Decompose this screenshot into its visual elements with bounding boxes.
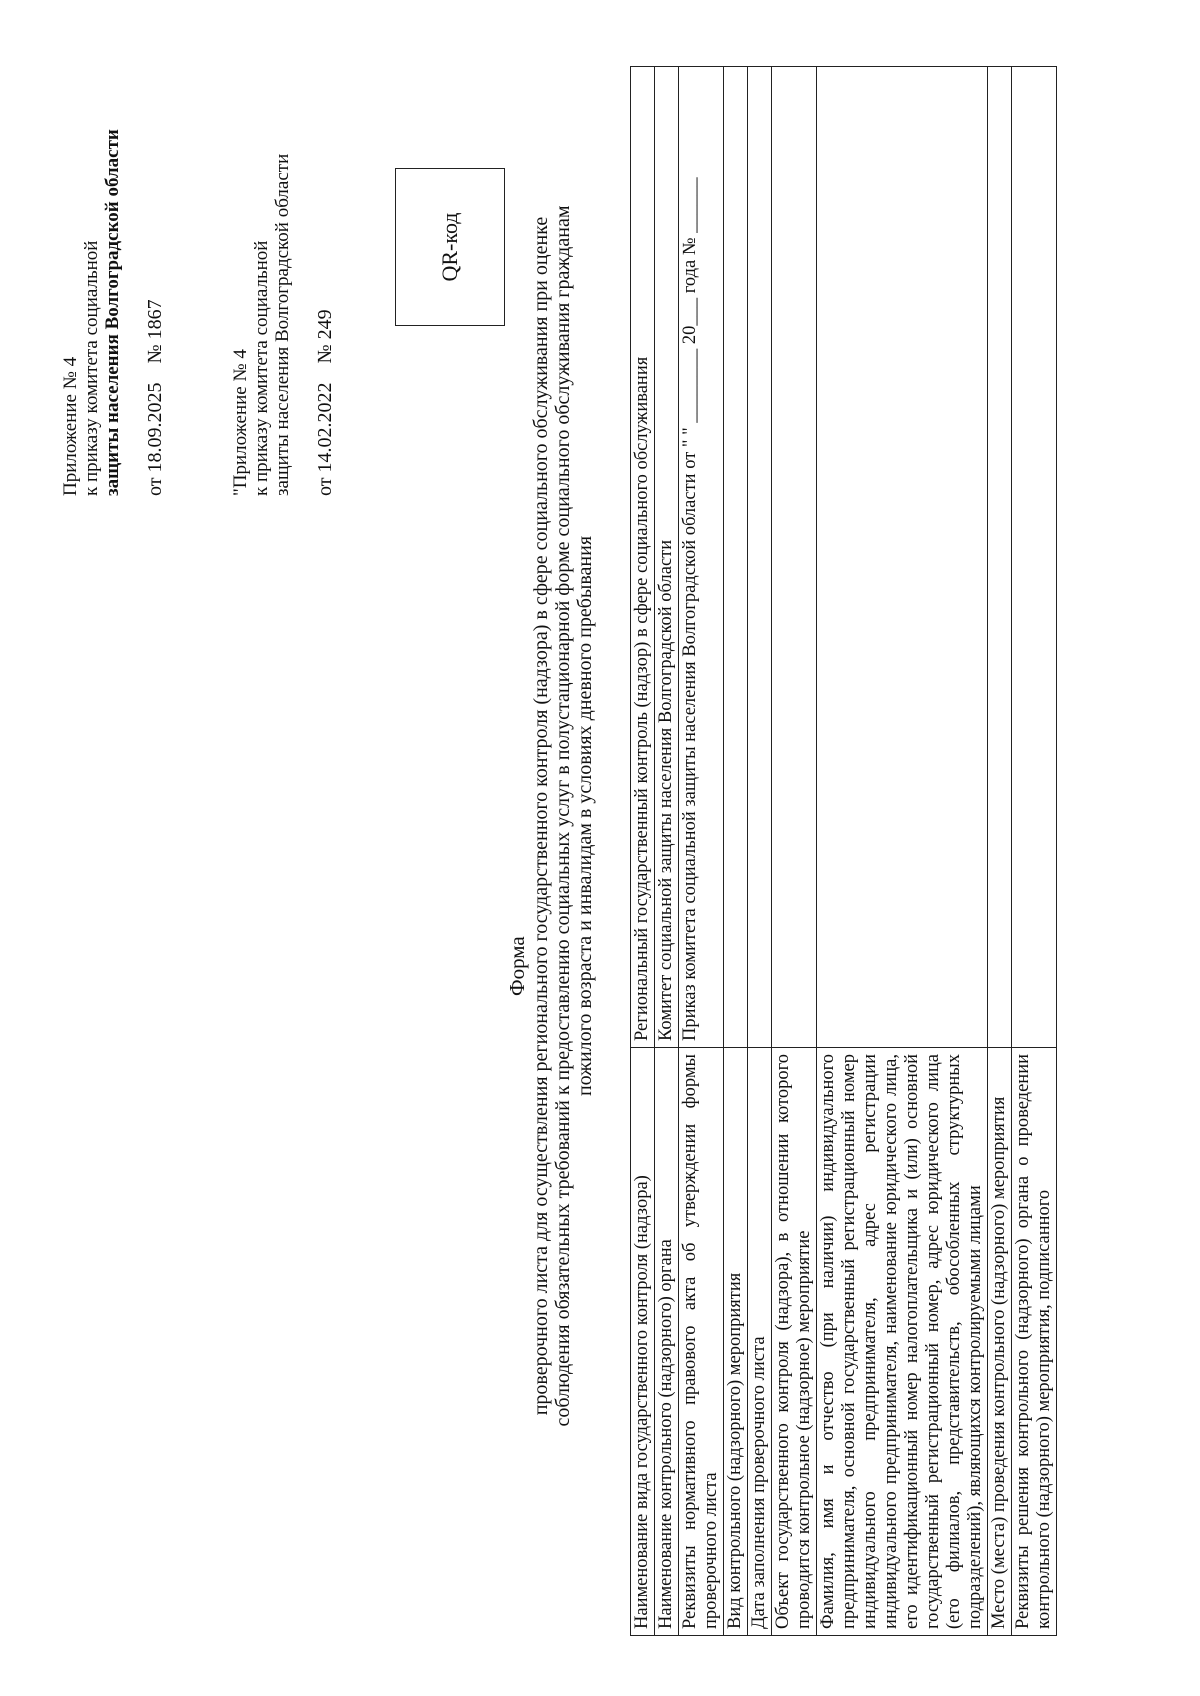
appendix-number: № 1867	[144, 299, 166, 364]
table-row	[988, 67, 1012, 1636]
appendix-line: "Приложение № 4	[230, 349, 251, 496]
row-value[interactable]: Приказ комитета социальной защиты населения Волгоградской области от " " ________ 20___ года № ______	[679, 67, 724, 1048]
appendix-block-previous	[230, 154, 336, 496]
appendix-line: к приказу комитета социальной	[81, 240, 102, 496]
appendix-date-line	[145, 129, 166, 496]
appendix-line: к приказу комитета социальной	[251, 240, 272, 496]
appendix-date-line	[315, 154, 336, 496]
table-row	[631, 67, 655, 1636]
row-label: Наименование контрольного (надзорного) органа	[655, 1048, 679, 1636]
checklist-table	[630, 66, 1057, 1636]
row-label: Реквизиты нормативного правового акта об утверждении формы проверочного листа	[679, 1048, 724, 1636]
heading-line: проверочного листа для осуществления регионального государственного контроля (надзора) в сфере социального обслуживания при оценке	[530, 216, 552, 1416]
row-label: Наименование вида государственного контроля (надзора)	[631, 1048, 655, 1636]
row-value[interactable]: Региональный государственный контроль (надзор) в сфере социального обслуживания	[631, 67, 655, 1048]
appendix-number: № 249	[314, 309, 336, 364]
table-row	[655, 67, 679, 1636]
row-label: Место (места) проведения контрольного (надзорного) мероприятия	[988, 1048, 1012, 1636]
appendix-date: от 14.02.2022	[314, 382, 336, 496]
row-label: Реквизиты решения контрольного (надзорного) органа о проведении контрольного (надзорного) мероприятия, подписанного	[1012, 1048, 1057, 1636]
row-value[interactable]	[748, 67, 772, 1048]
table-row	[1012, 67, 1057, 1636]
appendix-line: защиты населения Волгоградской области	[102, 129, 123, 496]
table-row	[679, 67, 724, 1636]
form-title: Форма	[505, 936, 529, 996]
appendix-line: Приложение № 4	[60, 356, 81, 496]
row-value[interactable]: Комитет социальной защиты населения Волгоградской области	[655, 67, 679, 1048]
row-value[interactable]	[772, 67, 817, 1048]
row-value[interactable]	[1012, 67, 1057, 1048]
row-label: Дата заполнения проверочного листа	[748, 1048, 772, 1636]
row-value[interactable]	[817, 67, 988, 1048]
heading-line: пожилого возраста и инвалидам в условиях дневного пребывания	[574, 535, 596, 1097]
document-heading	[530, 0, 596, 1636]
appendix-line: защиты населения Волгоградской области	[272, 153, 293, 496]
table-row	[748, 67, 772, 1636]
row-label: Фамилия, имя и отчество (при наличии) индивидуального предпринимателя, основной государственный регистрационный номер индивидуального предпринимателя, адрес регистрации индивидуального предпринимателя, наименование юридического лица, его идентификационный номер налогоплательщика и (или) основной государственный регистрационный номер, адрес юридического лица (его филиалов, представительств, обособленных структурных подразделений), являющихся контролируемыми лицами	[817, 1048, 988, 1636]
row-label: Вид контрольного (надзорного) мероприятия	[724, 1048, 748, 1636]
appendix-block-current	[60, 129, 166, 496]
qr-code-placeholder	[395, 168, 505, 326]
row-value[interactable]	[724, 67, 748, 1048]
qr-code-label: QR-код	[437, 212, 462, 282]
appendix-date: от 18.09.2025	[144, 382, 166, 496]
table-row	[772, 67, 817, 1636]
table-row	[817, 67, 988, 1636]
heading-line: соблюдения обязательных требований к предоставлению социальных услуг в полустационарной форме социального обслуживания гражданам	[552, 205, 574, 1427]
row-label: Объект государственного контроля (надзора), в отношении которого проводится контрольное (надзорное) мероприятие	[772, 1048, 817, 1636]
table-row	[724, 67, 748, 1636]
row-value[interactable]	[988, 67, 1012, 1048]
